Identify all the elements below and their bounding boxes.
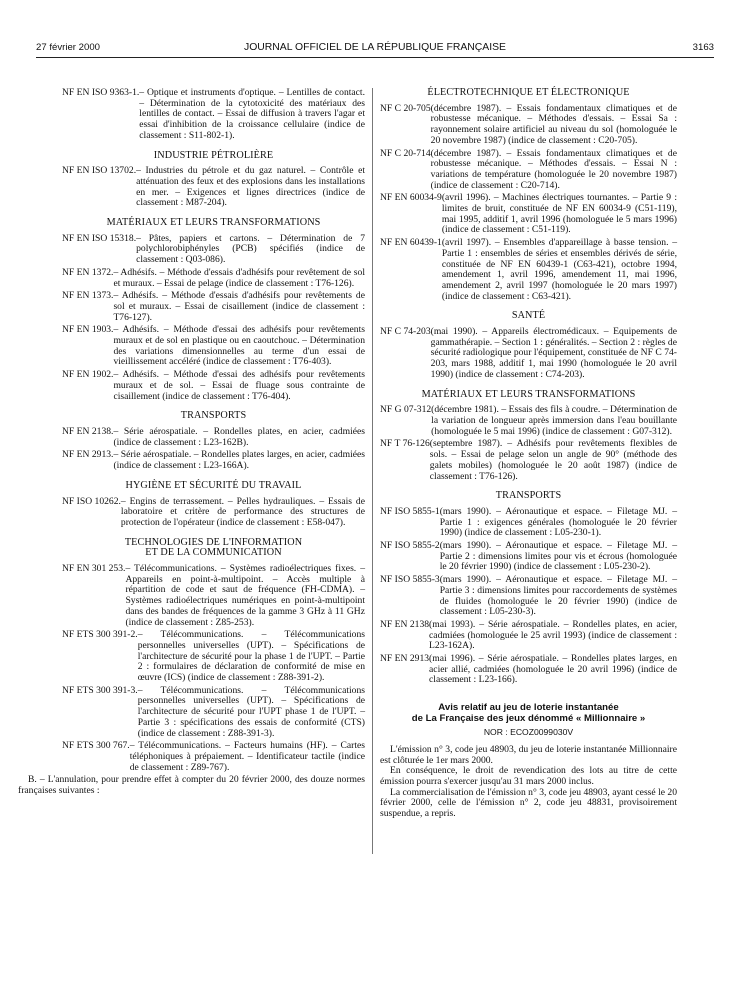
section-heading: TECHNOLOGIES DE L'INFORMATION ET DE LA COMMUNICATION — [124, 536, 303, 559]
norm-entry — [62, 268, 365, 289]
norm-entry — [380, 541, 677, 573]
norm-description: – Télécommunications. – Systèmes radioélectriques fixes. – Appareils en point-à-multipoint. – Accès multiple à répartition de code et saut de fréquence (FH-CDMA). – Systèmes radioélectriques numériques en point-à-multipoint dans des bandes de fréquences de la gamme 3 GHz à 11 GHz (indice de classement : Z85-253). — [125, 563, 365, 628]
norm-description: (mars 1990). – Aéronautique et espace. – Filetage MJ. – Partie 3 : dimensions limites pour raccordements de systèmes de fluides (homologuée le 20 février 1990) (indice de classement : L05-230-3). — [439, 574, 677, 618]
norm-entry — [62, 630, 365, 684]
norm-code: NF EN 1372. — [62, 266, 114, 278]
section-heading: INDUSTRIE PÉTROLIÈRE — [153, 149, 274, 161]
norm-description: – Adhésifs. – Méthode d'essai des adhésifs pour revêtements muraux et de sol. – Essai de fluage sous contrainte de cisaillement (indice de classement : T76-404). — [113, 369, 365, 402]
norm-description: – Engins de terrassement. – Pelles hydrauliques. – Essais de laboratoire et critère de performance des structures de protection de l'opérateur (indice de classement : E58-047). — [120, 495, 365, 528]
norm-code: NF ISO 5855-3 — [380, 574, 440, 586]
norm-description: (septembre 1987). – Adhésifs pour revêtements flexibles de sols. – Essai de pelage selon un angle de 90° (méthode des galets mobiles) (homologuée le 20 août 1987) (indice de classement : T76-126). — [429, 438, 677, 482]
norm-entry — [380, 149, 677, 192]
norm-entry — [380, 405, 677, 437]
norm-description: – Série aérospatiale. – Rondelles plates larges, en acier, cadmiées (indice de classement : L23-166A). — [113, 449, 365, 472]
norm-description: (mai 1993). – Série aérospatiale. – Rondelles plates, en acier, cadmiées (homologuée le 25 avril 1993) (indice de classement : L23-162A). — [429, 618, 677, 652]
norm-entry — [62, 564, 365, 628]
norm-code: NF EN ISO 9363-1. — [62, 87, 140, 98]
norm-code: NF EN 1903. — [62, 324, 114, 336]
norm-code: NF EN 301 253. — [62, 563, 126, 575]
norm-entry — [380, 575, 677, 618]
norm-code: NF EN 60034-9 — [380, 192, 442, 204]
norm-entry — [62, 234, 365, 266]
norm-code: NF ETS 300 391-2. — [62, 629, 138, 641]
right-column — [380, 88, 677, 820]
norm-entry — [62, 427, 365, 448]
norm-code: NF ISO 5855-1 — [380, 505, 440, 517]
norm-code: NF C 20-705 — [380, 102, 431, 114]
norm-code: NF ETS 300 391-3. — [62, 684, 138, 696]
norm-description: – Pâtes, papiers et cartons. – Détermination de 7 polychlorobiphényles (PCB) spécifiés (indice de classement : Q03-086). — [136, 232, 365, 266]
norm-description: (mai 1996). – Série aérospatiale. – Rondelles plates larges, en acier allié, cadmiées (homologuée le 20 avril 1996) (indice de classement : L23-166). — [429, 653, 677, 686]
norm-description: (décembre 1981). – Essais des fils à coudre. – Détermination de la variation de longueur après immersion dans l'eau bouillante (homologuée le 5 mai 1996) (indice de classement : G07-312). — [431, 404, 677, 437]
norm-code: NF EN ISO 15318. — [62, 232, 137, 244]
norm-description: – Adhésifs. – Méthode d'essais d'adhésifs pour revêtements de sol et muraux. – Essai de cisaillement (indice de classement : T76-127). — [113, 290, 365, 323]
section-heading: MATÉRIAUX ET LEURS TRANSFORMATIONS — [421, 388, 636, 400]
annulation-paragraph: B. – L'annulation, pour prendre effet à compter du 20 février 2000, des douze normes françaises suivantes : — [18, 774, 365, 797]
notice-title — [380, 702, 677, 724]
norm-entry — [380, 654, 677, 686]
norm-description: – Optique et instruments d'optique. – Lentilles de contact. – Détermination de la cytotoxicité des matériaux des lentilles de contact. – Essai de diffusion à travers l'agar et essai d'inhibition de la croissance cellulaire (indice de classement : S11-802-1). — [139, 87, 365, 141]
left-column — [18, 87, 365, 797]
section-heading: TRANSPORTS — [495, 490, 562, 502]
section-heading: HYGIÈNE ET SÉCURITÉ DU TRAVAIL — [125, 479, 302, 491]
norm-entry — [62, 88, 365, 142]
norm-code: NF EN 2138. — [62, 425, 114, 437]
notice-paragraph: En conséquence, le droit de revendication des lots au titre de cette émission pourra s'exercer jusqu'au 31 mars 2000 inclus. — [380, 765, 677, 787]
nor-reference: NOR : ECOZ0099030V — [483, 727, 574, 738]
notice-title-line-1: Avis relatif au jeu de loterie instantanée — [438, 702, 619, 714]
norm-description: – Série aérospatiale. – Rondelles plates, en acier, cadmiées (indice de classement : L23-162B). — [113, 425, 365, 448]
section-heading: MATÉRIAUX ET LEURS TRANSFORMATIONS — [106, 217, 321, 229]
column-divider — [372, 88, 373, 854]
norm-entry — [380, 327, 677, 381]
norm-entry — [62, 741, 365, 773]
norm-description: – Télécommunications. – Facteurs humains (HF). – Cartes téléphoniques à prépaiement. – Identificateur tactile (indice de classement : Z89-767). — [129, 740, 365, 773]
norm-code: NF EN 60439-1 — [380, 237, 442, 249]
norm-description: – Télécommunications. – Télécommunications personnelles universelles (UPT). – Spécifications de l'architecture de sécurité pour l'UPT phase 1 de l'UPT. – Partie 3 : spécifications des essais de conformité (CTS) (indice de classement : Z88-391-3). — [137, 684, 365, 739]
norm-code: NF ISO 10262. — [62, 495, 121, 507]
norm-code: NF EN 2913. — [62, 449, 114, 461]
norm-description: – Télécommunications. – Télécommunications personnelles universelles (UPT). – Spécifications de l'architecture de sécurité pour la phase 1 de l'UPT. – Partie 2 : formulaires de déclaration de conformité de mise en œuvre (ICS) (indice de classement : Z88-391-2). — [137, 629, 365, 684]
norm-entry — [62, 497, 365, 529]
norm-entry — [380, 193, 677, 236]
norm-entry — [62, 291, 365, 323]
header-rule — [36, 57, 714, 58]
norm-description: (décembre 1987). – Essais fondamentaux climatiques et de robustesse mécanique. – Méthodes d'essais. – Essai Sa : rayonnement solaire artificiel au niveau du sol (homologuée le 20 novembre 1987) (indice de classement : C20-705). — [430, 102, 677, 146]
norm-entry — [380, 620, 677, 652]
norm-description: (mars 1990). – Aéronautique et espace. – Filetage MJ. – Partie 1 : exigences générales (homologuée le 20 février 1990) (indice de classement : L05-230-1). — [439, 505, 677, 539]
norm-code: NF ISO 5855-2 — [380, 540, 440, 552]
notice-title-line-2: de La Française des jeux dénommé « Millionnaire » — [411, 713, 646, 725]
norm-code: NF ETS 300 767. — [62, 740, 130, 752]
norm-entry — [62, 450, 365, 471]
norm-code: NF EN 1373. — [62, 290, 114, 302]
norm-entry — [380, 439, 677, 482]
norm-code: NF C 20-714 — [380, 147, 431, 159]
header-date: 27 février 2000 — [36, 42, 100, 53]
norm-code: NF EN 2913 — [380, 653, 430, 665]
norm-description: (avril 1996). – Machines électriques tournantes. – Partie 9 : limites de bruit, constituée de NF EN 60034-9 (C51-119), mai 1995, additif 1, avril 1996 (homologuée le 5 mars 1996) (indice de classement : C51-119). — [441, 192, 677, 236]
norm-entry — [380, 507, 677, 539]
notice-paragraph: La commercialisation de l'émission n° 3, code jeu 48903, ayant cessé le 20 février 2000, celle de l'émission n° 2, code jeu 48831, provisoirement suspendue, a repris. — [380, 786, 677, 820]
norm-entry — [380, 104, 677, 147]
section-heading: ÉLECTROTECHNIQUE ET ÉLECTRONIQUE — [427, 87, 630, 98]
norm-description: – Adhésifs. – Méthode d'essai des adhésifs pour revêtements muraux et de sol en plastique ou en caoutchouc. – Détermination des variations dimensionnelles au terme d'un essai de vieillissement accéléré (indice de classement : T76-403). — [113, 324, 365, 368]
page-header — [36, 42, 714, 58]
norm-description: (mars 1990). – Aéronautique et espace. – Filetage MJ. – Partie 2 : dimensions limites pour vis et écrous (homologuée le 20 février 1990) (indice de classement : L05-230-2). — [439, 540, 677, 573]
norm-description: (avril 1997). – Ensembles d'appareillage à basse tension. – Partie 1 : ensembles de séries et ensembles dérivés de série, constituée de NF EN 60439-1 (C63-421), octobre 1994, amendement 1, avril 1996, amendement 11, mai 1996, amendement 2, avril 1997 (homologuée le 20 mars 1997) (indice de classement : C63-421). — [441, 237, 677, 302]
norm-entry — [380, 238, 677, 302]
norm-description: (mai 1990). – Appareils électromédicaux. – Equipements de gammathérapie. – Section 1 : généralités. – Section 2 : règles de sécurité radiologique pour l'équipement, constituée de NF C 74-203, mars 1988, additif 1, mai 1990 (homologuée le 20 avril 1990) (indice de classement : C74-203). — [430, 326, 677, 380]
norm-code: NF T 76-126 — [380, 438, 430, 450]
notice-paragraph: L'émission n° 3, code jeu 48903, du jeu de loterie instantanée Millionnaire est clôturée le 1er mars 2000. — [380, 743, 677, 766]
norm-code: NF EN ISO 13702. — [62, 165, 137, 177]
norm-entry — [62, 166, 365, 209]
norm-code: NF EN 1902. — [62, 369, 114, 381]
norm-code: NF EN 2138 — [380, 618, 430, 630]
journal-title: JOURNAL OFFICIEL DE LA RÉPUBLIQUE FRANÇAISE — [244, 42, 506, 53]
page-number: 3163 — [692, 42, 714, 53]
section-heading: SANTÉ — [511, 310, 546, 322]
norm-code: NF G 07-312 — [380, 404, 432, 416]
norm-code: NF C 74-203 — [380, 326, 431, 338]
norm-entry — [62, 686, 365, 740]
section-heading: TRANSPORTS — [180, 410, 247, 422]
norm-description: – Adhésifs. – Méthode d'essais d'adhésifs pour revêtement de sol et muraux. – Essai de pelage (indice de classement : T76-126). — [113, 266, 365, 289]
norm-entry — [62, 370, 365, 402]
norm-entry — [62, 325, 365, 368]
norm-description: – Industries du pétrole et du gaz naturel. – Contrôle et atténuation des feux et des explosions dans les installations en mer. – Exigences et lignes directrices (indice de classement : M87-204). — [136, 165, 365, 209]
norm-description: (décembre 1987). – Essais fondamentaux climatiques et de robustesse mécanique. – Méthodes d'essais. – Essai N : variations de température (homologuée le 20 novembre 1987) (indice de classement : C20-714). — [430, 147, 677, 191]
